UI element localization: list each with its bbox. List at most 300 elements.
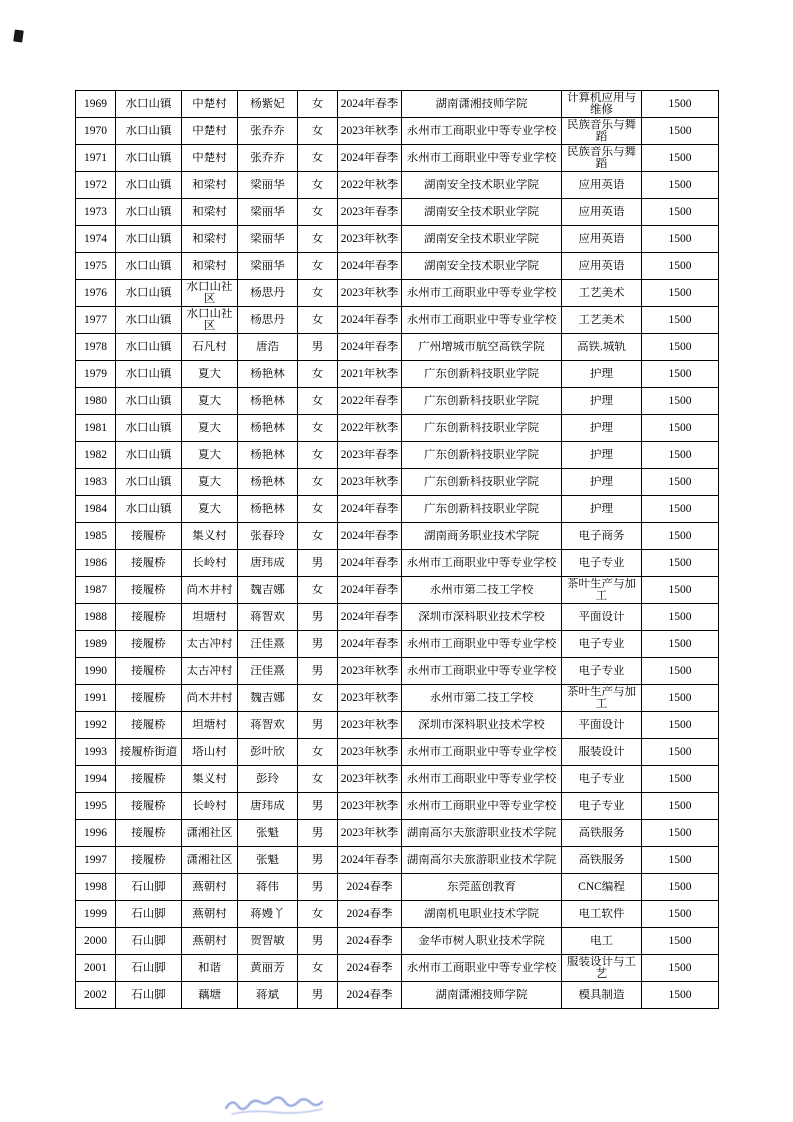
table-cell: 长岭村 bbox=[182, 793, 238, 820]
table-cell: 接履桥 bbox=[116, 847, 182, 874]
table-cell: 1500 bbox=[642, 604, 719, 631]
table-cell: 永州市第二技工学校 bbox=[402, 577, 562, 604]
table-cell: 男 bbox=[298, 712, 338, 739]
table-cell: 1500 bbox=[642, 550, 719, 577]
table-cell: 女 bbox=[298, 496, 338, 523]
table-cell: 接履桥 bbox=[116, 685, 182, 712]
table-cell: 夏大 bbox=[182, 361, 238, 388]
table-cell: 永州市工商职业中等专业学校 bbox=[402, 118, 562, 145]
table-cell: 水口山镇 bbox=[116, 469, 182, 496]
table-cell: 1500 bbox=[642, 415, 719, 442]
table-cell: 尚木井村 bbox=[182, 685, 238, 712]
table-cell: 夏大 bbox=[182, 388, 238, 415]
table-row bbox=[76, 118, 719, 145]
table-cell: 女 bbox=[298, 361, 338, 388]
table-cell: 护理 bbox=[562, 442, 642, 469]
table-cell: 石山脚 bbox=[116, 955, 182, 982]
table-cell: 广东创新科技职业学院 bbox=[402, 388, 562, 415]
table-cell: 1500 bbox=[642, 361, 719, 388]
table-cell: 女 bbox=[298, 199, 338, 226]
table-cell: 1991 bbox=[76, 685, 116, 712]
table-cell: 2024春季 bbox=[338, 955, 402, 982]
table-cell: 电工 bbox=[562, 928, 642, 955]
table-cell: 1500 bbox=[642, 631, 719, 658]
table-cell: 2024春季 bbox=[338, 874, 402, 901]
table-cell: 1500 bbox=[642, 685, 719, 712]
table-cell: 湖南安全技术职业学院 bbox=[402, 172, 562, 199]
table-cell: 1997 bbox=[76, 847, 116, 874]
table-cell: 女 bbox=[298, 577, 338, 604]
table-cell: 1500 bbox=[642, 118, 719, 145]
table-row bbox=[76, 577, 719, 604]
table-cell: 男 bbox=[298, 793, 338, 820]
table-cell: 蒋智欢 bbox=[238, 712, 298, 739]
table-cell: 男 bbox=[298, 847, 338, 874]
table-cell: 杨思丹 bbox=[238, 280, 298, 307]
table-cell: 张春玲 bbox=[238, 523, 298, 550]
table-cell: 接履桥 bbox=[116, 766, 182, 793]
table-cell: 藕塘 bbox=[182, 982, 238, 1009]
table-cell: 广东创新科技职业学院 bbox=[402, 496, 562, 523]
table-cell: 1978 bbox=[76, 334, 116, 361]
table-cell: 1974 bbox=[76, 226, 116, 253]
table-cell: 1970 bbox=[76, 118, 116, 145]
table-cell: 男 bbox=[298, 604, 338, 631]
table-cell: 高铁服务 bbox=[562, 847, 642, 874]
table-cell: 湖南商务职业技术学院 bbox=[402, 523, 562, 550]
table-cell: 1994 bbox=[76, 766, 116, 793]
table-cell: 梁丽华 bbox=[238, 199, 298, 226]
table-cell: 水口山镇 bbox=[116, 253, 182, 280]
table-cell: 2023年秋季 bbox=[338, 739, 402, 766]
table-cell: 2023年秋季 bbox=[338, 658, 402, 685]
table-cell: 电子专业 bbox=[562, 631, 642, 658]
table-cell: 2022年秋季 bbox=[338, 172, 402, 199]
table-cell: 杨思丹 bbox=[238, 307, 298, 334]
table-cell: 应用英语 bbox=[562, 199, 642, 226]
table-cell: 服装设计 bbox=[562, 739, 642, 766]
table-cell: 女 bbox=[298, 91, 338, 118]
table-row bbox=[76, 604, 719, 631]
table-cell: 水口山镇 bbox=[116, 145, 182, 172]
table-cell: 1973 bbox=[76, 199, 116, 226]
table-cell: 女 bbox=[298, 469, 338, 496]
table-cell: 2024年春季 bbox=[338, 496, 402, 523]
table-cell: 男 bbox=[298, 820, 338, 847]
table-cell: 1500 bbox=[642, 280, 719, 307]
table-cell: 水口山镇 bbox=[116, 415, 182, 442]
table-cell: 汪佳熹 bbox=[238, 631, 298, 658]
table-cell: 1500 bbox=[642, 523, 719, 550]
table-cell: 女 bbox=[298, 523, 338, 550]
table-cell: 2024年春季 bbox=[338, 847, 402, 874]
table-cell: 尚木井村 bbox=[182, 577, 238, 604]
table-cell: 2023年秋季 bbox=[338, 820, 402, 847]
table-cell: 1977 bbox=[76, 307, 116, 334]
table-row bbox=[76, 334, 719, 361]
table-cell: 1500 bbox=[642, 253, 719, 280]
table-cell: 蒋斌 bbox=[238, 982, 298, 1009]
table-cell: 和梁村 bbox=[182, 226, 238, 253]
table-cell: 2024春季 bbox=[338, 928, 402, 955]
table-row bbox=[76, 631, 719, 658]
table-cell: 2024年春季 bbox=[338, 631, 402, 658]
table-cell: 长岭村 bbox=[182, 550, 238, 577]
table-cell: 茶叶生产与加工 bbox=[562, 577, 642, 604]
table-cell: 东莞蓝创教育 bbox=[402, 874, 562, 901]
table-cell: 1995 bbox=[76, 793, 116, 820]
table-cell: 电子专业 bbox=[562, 766, 642, 793]
table-cell: 女 bbox=[298, 388, 338, 415]
table-cell: 湖南安全技术职业学院 bbox=[402, 253, 562, 280]
table-cell: 梁丽华 bbox=[238, 172, 298, 199]
table-cell: 深圳市深科职业技术学校 bbox=[402, 712, 562, 739]
table-cell: 茶叶生产与加工 bbox=[562, 685, 642, 712]
table-cell: 女 bbox=[298, 766, 338, 793]
table-cell: 女 bbox=[298, 226, 338, 253]
table-cell: 中楚村 bbox=[182, 145, 238, 172]
table-cell: 蒋伟 bbox=[238, 874, 298, 901]
table-cell: 2023年秋季 bbox=[338, 685, 402, 712]
table-cell: 中楚村 bbox=[182, 118, 238, 145]
table-cell: 永州市工商职业中等专业学校 bbox=[402, 631, 562, 658]
table-cell: 蒋智欢 bbox=[238, 604, 298, 631]
table-cell: 2023年秋季 bbox=[338, 766, 402, 793]
table-cell: 2023年秋季 bbox=[338, 118, 402, 145]
table-row bbox=[76, 820, 719, 847]
table-cell: 接履桥 bbox=[116, 550, 182, 577]
table-cell: 工艺美术 bbox=[562, 307, 642, 334]
table-cell: 民族音乐与舞蹈 bbox=[562, 145, 642, 172]
table-cell: 电子专业 bbox=[562, 550, 642, 577]
table-cell: 水口山社区 bbox=[182, 280, 238, 307]
table-cell: 电子专业 bbox=[562, 793, 642, 820]
table-cell: 张魁 bbox=[238, 847, 298, 874]
table-cell: 1980 bbox=[76, 388, 116, 415]
table-cell: 1971 bbox=[76, 145, 116, 172]
table-cell: 护理 bbox=[562, 496, 642, 523]
table-cell: 彭玲 bbox=[238, 766, 298, 793]
table-cell: 2024春季 bbox=[338, 982, 402, 1009]
table-cell: 夏大 bbox=[182, 415, 238, 442]
table-cell: 1500 bbox=[642, 172, 719, 199]
table-cell: 潇湘社区 bbox=[182, 847, 238, 874]
table-cell: 1500 bbox=[642, 874, 719, 901]
table-cell: 2024年春季 bbox=[338, 550, 402, 577]
table-cell: 坦塘村 bbox=[182, 712, 238, 739]
table-cell: 2024年春季 bbox=[338, 604, 402, 631]
table-cell: 水口山镇 bbox=[116, 388, 182, 415]
table-cell: 2022年春季 bbox=[338, 388, 402, 415]
table-cell: 水口山镇 bbox=[116, 496, 182, 523]
table-cell: 2023年秋季 bbox=[338, 280, 402, 307]
table-cell: 接履桥 bbox=[116, 658, 182, 685]
table-cell: 燕朝村 bbox=[182, 874, 238, 901]
table-cell: 2024年春季 bbox=[338, 91, 402, 118]
table-cell: 魏吉娜 bbox=[238, 577, 298, 604]
table-cell: 1983 bbox=[76, 469, 116, 496]
table-cell: 1500 bbox=[642, 928, 719, 955]
table-cell: 1500 bbox=[642, 577, 719, 604]
table-cell: 1500 bbox=[642, 982, 719, 1009]
table-cell: 石山脚 bbox=[116, 982, 182, 1009]
table-cell: 女 bbox=[298, 307, 338, 334]
table-cell: 梁丽华 bbox=[238, 253, 298, 280]
table-cell: 1990 bbox=[76, 658, 116, 685]
table-cell: 广东创新科技职业学院 bbox=[402, 361, 562, 388]
table-cell: 永州市工商职业中等专业学校 bbox=[402, 955, 562, 982]
table-cell: 杨艳林 bbox=[238, 415, 298, 442]
table-cell: 水口山镇 bbox=[116, 280, 182, 307]
table-cell: 1500 bbox=[642, 334, 719, 361]
table-cell: 深圳市深科职业技术学校 bbox=[402, 604, 562, 631]
table-row bbox=[76, 793, 719, 820]
table-cell: 1979 bbox=[76, 361, 116, 388]
table-cell: 1982 bbox=[76, 442, 116, 469]
table-cell: 水口山镇 bbox=[116, 118, 182, 145]
table-cell: 蒋嫚丫 bbox=[238, 901, 298, 928]
table-cell: 1996 bbox=[76, 820, 116, 847]
table-cell: 2023年秋季 bbox=[338, 793, 402, 820]
table-cell: 永州市工商职业中等专业学校 bbox=[402, 793, 562, 820]
table-row bbox=[76, 658, 719, 685]
table-row bbox=[76, 685, 719, 712]
table-cell: 太古冲村 bbox=[182, 631, 238, 658]
table-cell: 女 bbox=[298, 685, 338, 712]
table-cell: 石山脚 bbox=[116, 901, 182, 928]
table-cell: 永州市工商职业中等专业学校 bbox=[402, 280, 562, 307]
table-row bbox=[76, 253, 719, 280]
table-cell: 唐玮成 bbox=[238, 550, 298, 577]
table-cell: 湖南潇湘技师学院 bbox=[402, 91, 562, 118]
table-cell: 工艺美术 bbox=[562, 280, 642, 307]
table-cell: 1988 bbox=[76, 604, 116, 631]
table-cell: 男 bbox=[298, 982, 338, 1009]
table-cell: 1969 bbox=[76, 91, 116, 118]
table-cell: 杨紫妃 bbox=[238, 91, 298, 118]
table-cell: 湖南高尔夫旅游职业技术学院 bbox=[402, 847, 562, 874]
table-row bbox=[76, 766, 719, 793]
table-cell: 护理 bbox=[562, 469, 642, 496]
table-cell: 水口山镇 bbox=[116, 361, 182, 388]
table-cell: 平面设计 bbox=[562, 604, 642, 631]
table-cell: 2024年春季 bbox=[338, 307, 402, 334]
table-cell: 2024年春季 bbox=[338, 523, 402, 550]
table-cell: 湖南机电职业技术学院 bbox=[402, 901, 562, 928]
table-cell: 1984 bbox=[76, 496, 116, 523]
table-body bbox=[76, 91, 719, 1009]
table-row bbox=[76, 523, 719, 550]
table-row bbox=[76, 145, 719, 172]
table-cell: 1992 bbox=[76, 712, 116, 739]
table-cell: 2000 bbox=[76, 928, 116, 955]
table-cell: 电工软件 bbox=[562, 901, 642, 928]
table-cell: 2001 bbox=[76, 955, 116, 982]
table-cell: 高铁.城轨 bbox=[562, 334, 642, 361]
table-cell: 中楚村 bbox=[182, 91, 238, 118]
table-cell: 2023年秋季 bbox=[338, 469, 402, 496]
table-cell: 女 bbox=[298, 415, 338, 442]
table-cell: 水口山镇 bbox=[116, 199, 182, 226]
table-row bbox=[76, 91, 719, 118]
table-cell: 梁丽华 bbox=[238, 226, 298, 253]
table-cell: 水口山镇 bbox=[116, 307, 182, 334]
table-cell: 永州市工商职业中等专业学校 bbox=[402, 766, 562, 793]
table-cell: 接履桥 bbox=[116, 577, 182, 604]
table-cell: 广东创新科技职业学院 bbox=[402, 469, 562, 496]
table-cell: 1500 bbox=[642, 820, 719, 847]
table-cell: 永州市工商职业中等专业学校 bbox=[402, 739, 562, 766]
table-cell: 1500 bbox=[642, 145, 719, 172]
table-cell: 2024年春季 bbox=[338, 577, 402, 604]
table-cell: 塔山村 bbox=[182, 739, 238, 766]
table-cell: CNC编程 bbox=[562, 874, 642, 901]
table-cell: 男 bbox=[298, 550, 338, 577]
table-cell: 1500 bbox=[642, 496, 719, 523]
table-cell: 1985 bbox=[76, 523, 116, 550]
table-cell: 水口山社区 bbox=[182, 307, 238, 334]
table-cell: 和谐 bbox=[182, 955, 238, 982]
table-row bbox=[76, 982, 719, 1009]
scan-artifact-mark bbox=[13, 29, 24, 42]
table-cell: 接履桥街道 bbox=[116, 739, 182, 766]
table-cell: 高铁服务 bbox=[562, 820, 642, 847]
table-cell: 夏大 bbox=[182, 469, 238, 496]
table-cell: 张乔乔 bbox=[238, 145, 298, 172]
table-cell: 杨艳林 bbox=[238, 469, 298, 496]
table-cell: 接履桥 bbox=[116, 523, 182, 550]
table-cell: 平面设计 bbox=[562, 712, 642, 739]
table-cell: 1986 bbox=[76, 550, 116, 577]
table-cell: 湖南潇湘技师学院 bbox=[402, 982, 562, 1009]
table-cell: 永州市工商职业中等专业学校 bbox=[402, 658, 562, 685]
table-cell: 女 bbox=[298, 955, 338, 982]
table-cell: 护理 bbox=[562, 388, 642, 415]
table-cell: 广东创新科技职业学院 bbox=[402, 442, 562, 469]
table-cell: 接履桥 bbox=[116, 793, 182, 820]
table-cell: 护理 bbox=[562, 415, 642, 442]
table-cell: 民族音乐与舞蹈 bbox=[562, 118, 642, 145]
table-cell: 电子商务 bbox=[562, 523, 642, 550]
table-cell: 杨艳林 bbox=[238, 496, 298, 523]
table-cell: 女 bbox=[298, 442, 338, 469]
table-cell: 计算机应用与维修 bbox=[562, 91, 642, 118]
table-cell: 女 bbox=[298, 145, 338, 172]
table-cell: 1500 bbox=[642, 712, 719, 739]
table-cell: 女 bbox=[298, 253, 338, 280]
table-cell: 接履桥 bbox=[116, 712, 182, 739]
table-cell: 2024年春季 bbox=[338, 334, 402, 361]
table-row bbox=[76, 361, 719, 388]
table-cell: 1500 bbox=[642, 226, 719, 253]
table-cell: 男 bbox=[298, 658, 338, 685]
table-cell: 电子专业 bbox=[562, 658, 642, 685]
table-cell: 永州市第二技工学校 bbox=[402, 685, 562, 712]
table-cell: 模具制造 bbox=[562, 982, 642, 1009]
table-cell: 应用英语 bbox=[562, 172, 642, 199]
table-cell: 1500 bbox=[642, 388, 719, 415]
table-cell: 应用英语 bbox=[562, 253, 642, 280]
table-cell: 1500 bbox=[642, 766, 719, 793]
table-cell: 杨艳林 bbox=[238, 442, 298, 469]
table-cell: 1972 bbox=[76, 172, 116, 199]
table-row bbox=[76, 928, 719, 955]
table-cell: 魏吉娜 bbox=[238, 685, 298, 712]
table-row bbox=[76, 307, 719, 334]
table-cell: 永州市工商职业中等专业学校 bbox=[402, 550, 562, 577]
table-row bbox=[76, 955, 719, 982]
table-row bbox=[76, 280, 719, 307]
table-cell: 接履桥 bbox=[116, 604, 182, 631]
table-cell: 护理 bbox=[562, 361, 642, 388]
table-cell: 2024春季 bbox=[338, 901, 402, 928]
table-cell: 燕朝村 bbox=[182, 928, 238, 955]
table-cell: 接履桥 bbox=[116, 820, 182, 847]
table-row bbox=[76, 442, 719, 469]
table-row bbox=[76, 199, 719, 226]
table-cell: 集义村 bbox=[182, 523, 238, 550]
table-cell: 石凡村 bbox=[182, 334, 238, 361]
table-cell: 服装设计与工艺 bbox=[562, 955, 642, 982]
table-cell: 湖南安全技术职业学院 bbox=[402, 226, 562, 253]
table-row bbox=[76, 388, 719, 415]
table-row bbox=[76, 226, 719, 253]
table-cell: 1500 bbox=[642, 307, 719, 334]
table-cell: 永州市工商职业中等专业学校 bbox=[402, 145, 562, 172]
table-cell: 1998 bbox=[76, 874, 116, 901]
table-row bbox=[76, 901, 719, 928]
table-cell: 1500 bbox=[642, 901, 719, 928]
table-cell: 1500 bbox=[642, 847, 719, 874]
table-cell: 集义村 bbox=[182, 766, 238, 793]
table-cell: 2024年春季 bbox=[338, 145, 402, 172]
table-cell: 夏大 bbox=[182, 442, 238, 469]
table-cell: 1500 bbox=[642, 91, 719, 118]
table-row bbox=[76, 874, 719, 901]
table-cell: 女 bbox=[298, 172, 338, 199]
table-cell: 水口山镇 bbox=[116, 226, 182, 253]
table-cell: 广州增城市航空高铁学院 bbox=[402, 334, 562, 361]
table-cell: 湖南高尔夫旅游职业技术学院 bbox=[402, 820, 562, 847]
table-row bbox=[76, 496, 719, 523]
table-cell: 2022年秋季 bbox=[338, 415, 402, 442]
table-cell: 张魁 bbox=[238, 820, 298, 847]
table-cell: 黄丽芳 bbox=[238, 955, 298, 982]
table-cell: 水口山镇 bbox=[116, 442, 182, 469]
table-cell: 张乔乔 bbox=[238, 118, 298, 145]
table-cell: 女 bbox=[298, 739, 338, 766]
table-cell: 坦塘村 bbox=[182, 604, 238, 631]
table-cell: 1500 bbox=[642, 955, 719, 982]
scholarship-table bbox=[75, 90, 719, 1009]
table-cell: 水口山镇 bbox=[116, 172, 182, 199]
table-cell: 杨艳林 bbox=[238, 361, 298, 388]
table-cell: 1975 bbox=[76, 253, 116, 280]
table-cell: 女 bbox=[298, 280, 338, 307]
table-cell: 湖南安全技术职业学院 bbox=[402, 199, 562, 226]
table-cell: 石山脚 bbox=[116, 874, 182, 901]
table-cell: 水口山镇 bbox=[116, 91, 182, 118]
table-row bbox=[76, 469, 719, 496]
blue-stamp-smudge bbox=[222, 1092, 332, 1118]
table-cell: 2024年春季 bbox=[338, 253, 402, 280]
table-cell: 彭叶欣 bbox=[238, 739, 298, 766]
table-cell: 1500 bbox=[642, 442, 719, 469]
table-cell: 汪佳熹 bbox=[238, 658, 298, 685]
table-row bbox=[76, 712, 719, 739]
table-cell: 广东创新科技职业学院 bbox=[402, 415, 562, 442]
table-cell: 1999 bbox=[76, 901, 116, 928]
